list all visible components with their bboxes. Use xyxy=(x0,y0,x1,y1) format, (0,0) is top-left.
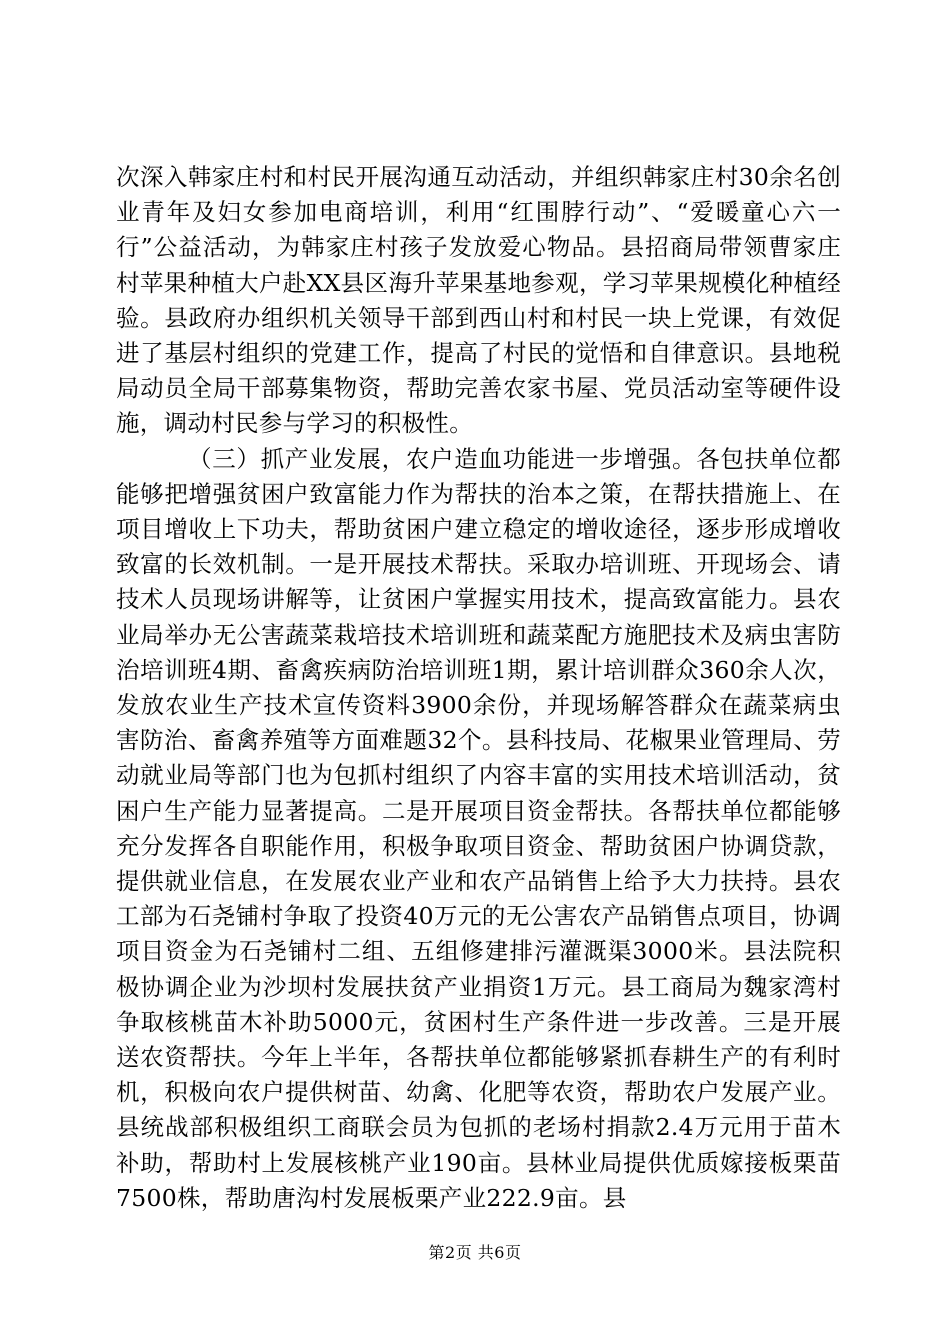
document-body xyxy=(116,160,841,1216)
paragraph-continuation: 次深入韩家庄村和村民开展沟通互动活动，并组织韩家庄村30余名创业青年及妇女参加电商培训，利用“红围脖行动”、“爱暖童心六一行”公益活动，为韩家庄村孩子发放爱心物品。县招商局带领曹家庄村苹果种植大户赴XX县区海升苹果基地参观，学习苹果规模化种植经验。县政府办组织机关领导干部到西山村和村民一块上党课，有效促进了基层村组织的党建工作，提高了村民的觉悟和自律意识。县地税局动员全局干部募集物资，帮助完善农家书屋、党员活动室等硬件设施，调动村民参与学习的积极性。 xyxy=(116,163,841,438)
page-footer xyxy=(0,1243,950,1263)
paragraph-industry-development: （三）抓产业发展，农户造血功能进一步增强。各包扶单位都能够把增强贫困户致富能力作为帮扶的治本之策，在帮扶措施上、在项目增收上下功夫，帮助贫困户建立稳定的增收途径，逐步形成增收致富的长效机制。一是开展技术帮扶。采取办培训班、开现场会、请技术人员现场讲解等，让贫困户掌握实用技术，提高致富能力。县农业局举办无公害蔬菜栽培技术培训班和蔬菜配方施肥技术及病虫害防治培训班4期、畜禽疾病防治培训班1期，累计培训群众360余人次，发放农业生产技术宣传资料3900余份，并现场解答群众在蔬菜病虫害防治、畜禽养殖等方面难题32个。县科技局、花椒果业管理局、劳动就业局等部门也为包抓村组织了内容丰富的实用技术培训活动，贫困户生产能力显著提高。二是开展项目资金帮扶。各帮扶单位都能够充分发挥各自职能作用，积极争取项目资金、帮助贫困户协调贷款，提供就业信息，在发展农业产业和农产品销售上给予大力扶持。县农工部为石尧铺村争取了投资40万元的无公害农产品销售点项目，协调项目资金为石尧铺村二组、五组修建排污灌溉渠3000米。县法院积极协调企业为沙坝村发展扶贫产业捐资1万元。县工商局为魏家湾村争取核桃苗木补助5000元，贫困村生产条件进一步改善。三是开展送农资帮扶。今年上半年，各帮扶单位都能够紧抓春耕生产的有利时机，积极向农户提供树苗、幼禽、化肥等农资，帮助农户发展产业。县统战部积极组织工商联会员为包抓的老场村捐款2.4万元用于苗木补助，帮助村上发展核桃产业190亩。县林业局提供优质嫁接板栗苗7500株，帮助唐沟村发展板栗产业222.9亩。县 xyxy=(116,444,841,1212)
page-number: 第2页 共6页 xyxy=(428,1243,522,1262)
